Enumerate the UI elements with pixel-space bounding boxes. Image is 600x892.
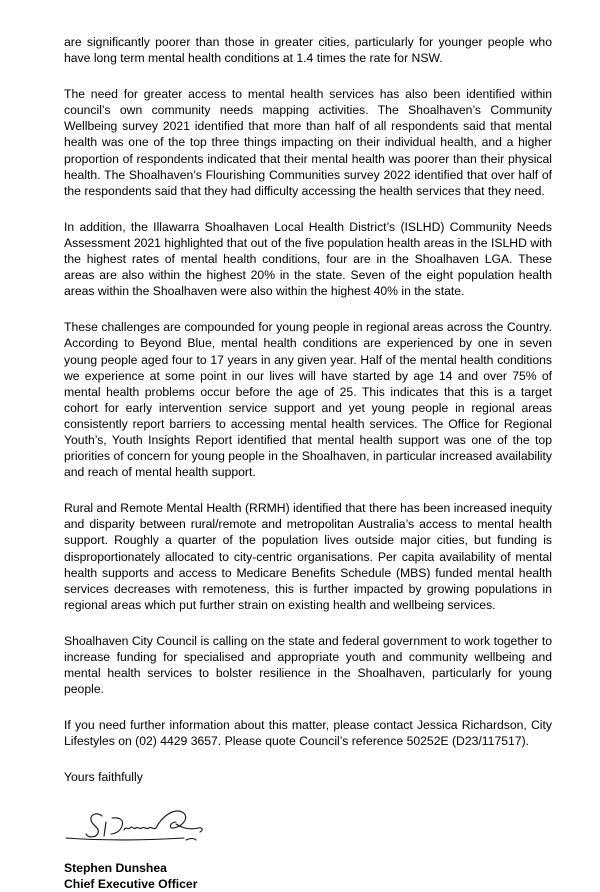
signature-scribble <box>64 800 224 850</box>
letter-page <box>64 34 552 892</box>
signatory-title: Chief Executive Officer <box>64 876 198 891</box>
letter-paragraph: If you need further information about this matter, please contact Jessica Richardson, City Lifestyles on (02) 4429 3657. Please quote Council’s reference 50252E (D23/117517). <box>64 718 552 749</box>
letter-paragraph: These challenges are compounded for young people in regional areas across the Country. According to Beyond Blue, mental health conditions are experienced by one in seven young people aged four to 17 years in any given year. Half of the mental health conditions we experience at some point in our lives will have started by age 14 and over 75% of mental health problems occur before the age of 25. This indicates that this is a target cohort for early intervention service support and yet young people in regional areas consistently report barriers to accessing mental health services. The Office for Regional Youth’s, Youth Insights Report identified that mental health support was one of the top priorities of concern for young people in the Shoalhaven, in particular increased availability and reach of mental health support. <box>64 320 552 480</box>
closing-salutation: Yours faithfully <box>64 770 143 785</box>
letter-paragraph: Rural and Remote Mental Health (RRMH) identified that there has been increased inequity and disparity between rural/remote and metropolitan Australia’s access to mental health support. Roughly a quarter of the population lives outside major cities, but funding is disproportionately allocated to city-centric organisations. Per capita availability of mental health supports and access to Medicare Benefits Schedule (MBS) funded mental health services decreases with remoteness, this is further impacted by growing populations in regional areas which put further strain on existing health and wellbeing services. <box>64 501 552 612</box>
letter-paragraph: are significantly poorer than those in greater cities, particularly for younger people who have long term mental health conditions at 1.4 times the rate for NSW. <box>64 35 552 66</box>
signatory-name: Stephen Dunshea <box>64 860 167 875</box>
letter-paragraph: In addition, the Illawarra Shoalhaven Local Health District’s (ISLHD) Community Needs Assessment 2021 highlighted that out of the five population health areas in the ISLHD with the highest rates of mental health conditions, four are in the Shoalhaven LGA. These areas are also within the highest 20% in the state. Seven of the eight population health areas within the Shoalhaven were also within the highest 40% in the state. <box>64 219 552 299</box>
letter-paragraph: Shoalhaven City Council is calling on the state and federal government to work together to increase funding for specialised and appropriate youth and community wellbeing and mental health services to bolster resilience in the Shoalhaven, particularly for young people. <box>64 633 552 697</box>
letter-paragraph: The need for greater access to mental health services has also been identified within council’s own community needs mapping activities. The Shoalhaven’s Community Wellbeing survey 2021 identified that more than half of all respondents said that mental health was one of the top three things impacting on their individual health, and a higher proportion of respondents indicated that their mental health was poorer than their physical health. The Shoalhaven’s Flourishing Communities survey 2022 identified that over half of the respondents said that they had difficulty accessing the health services that they need. <box>64 87 552 198</box>
handwritten-signature <box>64 800 224 850</box>
